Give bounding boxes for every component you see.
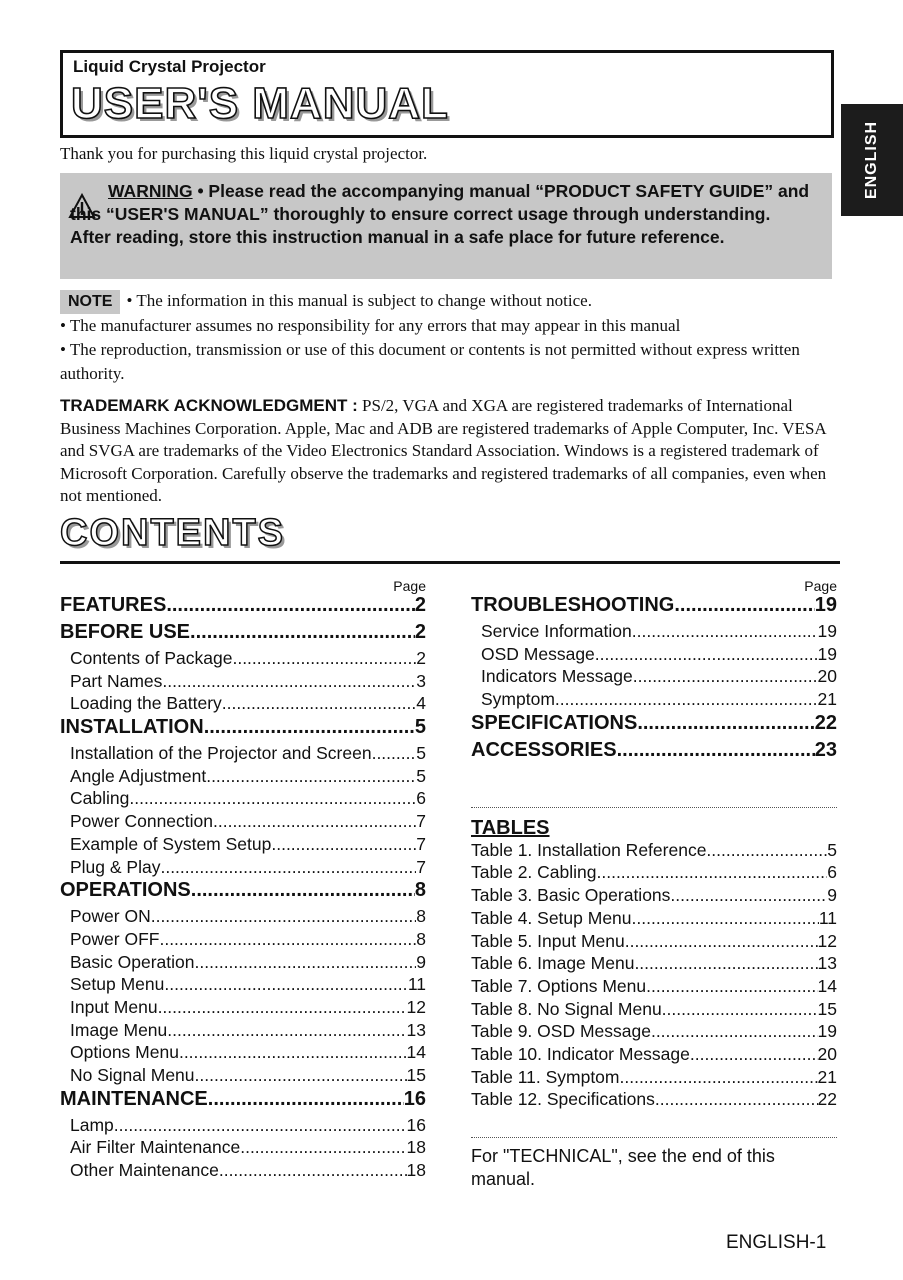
page-number: ENGLISH-1 — [726, 1232, 827, 1253]
toc-entry-label: Image Menu — [70, 1019, 168, 1040]
toc-entry[interactable] — [471, 862, 837, 885]
toc-entry-label: Lamp — [70, 1114, 114, 1135]
toc-leader-dots — [617, 739, 815, 762]
toc-entry-label: Setup Menu — [70, 974, 165, 995]
toc-right-list — [471, 594, 837, 766]
toc-leader-dots — [634, 953, 817, 974]
toc-entry[interactable] — [60, 1065, 426, 1088]
toc-leader-dots — [240, 1137, 406, 1158]
toc-entry[interactable] — [60, 716, 426, 743]
toc-leader-dots — [646, 976, 817, 997]
toc-entry[interactable] — [471, 1021, 837, 1044]
toc-entry-label: Basic Operation — [70, 951, 195, 972]
trademark-label: TRADEMARK ACKNOWLEDGMENT : — [60, 396, 358, 415]
thanks-text: Thank you for purchasing this liquid crystal projector. — [60, 144, 428, 163]
toc-entry-label: Plug & Play — [70, 856, 161, 877]
toc-entry-page: 11 — [818, 907, 837, 928]
toc-leader-dots — [213, 811, 416, 832]
toc-entry-label: Table 5. Input Menu — [471, 930, 625, 951]
toc-entry-label: SPECIFICATIONS — [471, 711, 638, 734]
toc-left-list — [60, 594, 426, 1183]
toc-leader-dots — [271, 834, 416, 855]
toc-entry-label: No Signal Menu — [70, 1065, 195, 1085]
toc-entry[interactable] — [60, 1115, 426, 1138]
toc-entry-label: Power OFF — [70, 928, 160, 949]
toc-leader-dots — [597, 862, 828, 883]
toc-entry[interactable] — [471, 689, 837, 712]
toc-entry-page: 6 — [827, 862, 837, 883]
toc-entry-page: 15 — [406, 1065, 426, 1085]
toc-entry-page: 16 — [406, 1114, 426, 1135]
toc-entry-page: 7 — [416, 811, 426, 832]
toc-entry-label: Table 7. Options Menu — [471, 975, 647, 996]
toc-entry-page: 18 — [406, 1137, 426, 1158]
toc-entry[interactable] — [471, 840, 837, 863]
manual-title: USER'S MANUAL — [71, 79, 449, 128]
toc-leader-dots — [195, 1065, 407, 1086]
toc-leader-dots — [372, 743, 417, 764]
contents-rule — [60, 561, 840, 564]
toc-entry-page: 21 — [817, 1066, 837, 1087]
toc-leader-dots — [222, 693, 416, 714]
toc-entry[interactable] — [60, 1088, 426, 1115]
toc-entry[interactable] — [60, 906, 426, 929]
toc-entry-page: 2 — [414, 621, 426, 643]
toc-leader-dots — [158, 997, 407, 1018]
note-line-2: • The manufacturer assumes no responsibility for any errors that may appear in this manual — [60, 316, 681, 335]
toc-entry-label: Table 10. Indicator Message — [471, 1043, 690, 1064]
toc-entry[interactable] — [471, 644, 837, 667]
product-subtitle: Liquid Crystal Projector — [73, 57, 266, 76]
toc-entry-page: 21 — [817, 689, 837, 710]
toc-entry[interactable] — [60, 974, 426, 997]
warning-text — [70, 180, 810, 249]
toc-entry[interactable] — [60, 1137, 426, 1160]
page-header-left: Page — [393, 578, 426, 594]
toc-entry-label: Power ON — [70, 906, 151, 927]
toc-entry-label: FEATURES — [60, 594, 167, 616]
toc-leader-dots — [232, 648, 416, 669]
toc-leader-dots — [662, 999, 818, 1020]
toc-entry-page: 4 — [416, 693, 426, 714]
toc-entry[interactable] — [60, 1020, 426, 1043]
toc-entry-page: 8 — [414, 879, 426, 902]
toc-entry[interactable] — [471, 976, 837, 999]
toc-leader-dots — [620, 1067, 818, 1088]
toc-leader-dots — [670, 885, 827, 906]
toc-entry-page: 8 — [416, 906, 426, 927]
technical-note: For "TECHNICAL", see the end of this manual. — [471, 1146, 775, 1189]
toc-entry-page: 20 — [817, 666, 837, 687]
toc-entry[interactable] — [471, 1067, 837, 1090]
toc-entry-page: 19 — [817, 643, 837, 664]
toc-entry[interactable] — [60, 621, 426, 648]
toc-entry-page: 23 — [814, 738, 837, 761]
toc-leader-dots — [167, 1020, 406, 1041]
toc-entry-label: Table 12. Specifications — [471, 1089, 655, 1110]
toc-leader-dots — [195, 952, 417, 973]
toc-leader-dots — [655, 1089, 818, 1110]
toc-entry-label: Table 2. Cabling — [471, 862, 597, 883]
toc-entry[interactable] — [60, 879, 426, 906]
toc-leader-dots — [206, 766, 416, 787]
toc-leader-dots — [129, 788, 416, 809]
toc-entry-label: Power Connection — [70, 811, 213, 832]
toc-entry-label: Table 1. Installation Reference — [471, 839, 707, 860]
toc-leader-dots — [151, 906, 417, 927]
toc-entry[interactable] — [60, 952, 426, 975]
toc-leader-dots — [114, 1115, 407, 1136]
toc-entry[interactable] — [471, 953, 837, 976]
toc-entry[interactable] — [60, 693, 426, 716]
toc-entry-page: 5 — [827, 839, 837, 860]
toc-entry[interactable] — [60, 671, 426, 694]
toc-entry-label: OSD Message — [481, 643, 595, 664]
tables-title: TABLES — [471, 816, 550, 839]
toc-leader-dots — [166, 594, 415, 617]
toc-leader-dots — [190, 621, 415, 644]
toc-entry[interactable] — [471, 885, 837, 908]
toc-entry[interactable] — [471, 712, 837, 739]
toc-entry[interactable] — [60, 743, 426, 766]
toc-entry-label: MAINTENANCE — [60, 1087, 208, 1110]
toc-entry-page: 13 — [817, 953, 837, 974]
toc-leader-dots — [690, 1044, 818, 1065]
toc-entry[interactable] — [60, 766, 426, 789]
page-header-right: Page — [804, 578, 837, 594]
toc-leader-dots — [595, 644, 818, 665]
toc-entry[interactable] — [60, 811, 426, 834]
note-badge: NOTE — [60, 290, 120, 314]
toc-entry[interactable] — [60, 1042, 426, 1065]
toc-entry[interactable] — [471, 1044, 837, 1067]
contents-title: CONTENTS — [60, 512, 285, 554]
toc-entry-label: Options Menu — [70, 1042, 179, 1063]
toc-entry-page: 3 — [416, 670, 426, 691]
toc-entry-label: Air Filter Maintenance — [70, 1137, 241, 1158]
toc-leader-dots — [204, 716, 415, 739]
toc-leader-dots — [625, 931, 818, 952]
toc-entry-page: 7 — [416, 833, 426, 854]
toc-leader-dots — [219, 1160, 407, 1181]
toc-entry-label: OPERATIONS — [60, 879, 191, 902]
toc-entry[interactable] — [471, 999, 837, 1022]
toc-entry-page: 20 — [817, 1043, 837, 1064]
toc-entry[interactable] — [471, 666, 837, 689]
toc-leader-dots — [632, 908, 819, 929]
toc-entry-page: 18 — [406, 1160, 426, 1181]
toc-entry-page: 7 — [416, 856, 426, 877]
toc-leader-dots — [162, 671, 416, 692]
separator-dots — [471, 807, 837, 809]
warning-body: • Please read the accompanying manual “PRODUCT SAFETY GUIDE” and this “USER'S MANUAL” thoroughly to ensure correct usage through understanding. After reading, store this instruction manual in a safe place for future reference. — [70, 181, 810, 247]
notes-section — [60, 289, 840, 386]
toc-entry[interactable] — [60, 997, 426, 1020]
separator-dots-2 — [471, 1137, 837, 1139]
toc-entry-label: Table 3. Basic Operations — [471, 885, 671, 906]
toc-entry-label: TROUBLESHOOTING — [471, 594, 675, 616]
toc-entry-label: Installation of the Projector and Screen — [70, 743, 372, 764]
toc-entry-page: 16 — [403, 1087, 426, 1110]
toc-entry-label: Cabling — [70, 788, 130, 809]
toc-left-column — [60, 578, 426, 1183]
toc-entry-page: 14 — [406, 1042, 426, 1063]
trademark-section — [60, 395, 835, 508]
toc-entry-page: 5 — [416, 765, 426, 786]
toc-leader-dots — [179, 1042, 407, 1063]
toc-entry-page: 12 — [817, 930, 837, 951]
toc-leader-dots — [706, 840, 827, 861]
toc-entry[interactable] — [471, 908, 837, 931]
toc-entry-page: 14 — [817, 975, 837, 996]
toc-leader-dots — [633, 666, 818, 687]
toc-entry-label: Part Names — [70, 670, 163, 691]
toc-entry[interactable] — [60, 929, 426, 952]
toc-entry-page: 9 — [827, 885, 837, 906]
language-tab — [841, 104, 903, 216]
toc-entry-label: Service Information — [481, 621, 632, 641]
note-line-3: • The reproduction, transmission or use of this document or contents is not permitted without express written authority. — [60, 340, 800, 383]
toc-entry[interactable] — [60, 594, 426, 621]
toc-entry-label: Contents of Package — [70, 648, 233, 668]
toc-entry-page: 19 — [814, 594, 837, 616]
toc-entry[interactable] — [471, 931, 837, 954]
toc-leader-dots — [637, 712, 814, 735]
toc-entry-label: INSTALLATION — [60, 716, 204, 739]
toc-entry-page: 11 — [407, 974, 426, 995]
toc-entry-page: 19 — [817, 1021, 837, 1042]
toc-entry[interactable] — [471, 594, 837, 621]
toc-entry-page: 9 — [416, 951, 426, 972]
toc-entry-page: 19 — [817, 621, 837, 641]
toc-entry[interactable] — [60, 1160, 426, 1183]
toc-entry-label: Indicators Message — [481, 666, 633, 687]
toc-entry-page: 12 — [406, 996, 426, 1017]
toc-leader-dots — [632, 621, 818, 642]
toc-entry-label: Other Maintenance — [70, 1160, 219, 1181]
toc-entry-page: 5 — [416, 743, 426, 764]
toc-entry-label: Table 9. OSD Message — [471, 1021, 651, 1042]
toc-entry-page: 2 — [414, 594, 426, 616]
toc-entry-label: Table 11. Symptom — [471, 1066, 620, 1087]
toc-entry-page: 8 — [416, 928, 426, 949]
toc-entry[interactable] — [471, 739, 837, 766]
toc-entry-label: BEFORE USE — [60, 621, 191, 643]
toc-right-column — [471, 578, 837, 1191]
note-line-1: • The information in this manual is subject to change without notice. — [126, 291, 592, 310]
toc-entry-page: 22 — [814, 711, 837, 734]
toc-entry[interactable] — [60, 834, 426, 857]
title-box — [60, 50, 834, 138]
toc-entry-label: Loading the Battery — [70, 693, 222, 714]
toc-entry-label: Table 8. No Signal Menu — [471, 998, 662, 1019]
toc-entry-page: 13 — [406, 1019, 426, 1040]
toc-entry-label: Table 4. Setup Menu — [471, 907, 632, 928]
warning-label: WARNING — [108, 181, 193, 201]
toc-entry-page: 6 — [416, 788, 426, 809]
toc-leader-dots — [159, 929, 416, 950]
toc-entry[interactable] — [471, 1089, 837, 1112]
toc-entry-label: Symptom — [481, 689, 555, 710]
toc-entry-page: 5 — [414, 716, 426, 739]
toc-entry-label: Input Menu — [70, 996, 158, 1017]
toc-entry-page: 2 — [416, 648, 426, 668]
toc-entry-label: ACCESSORIES — [471, 738, 617, 761]
toc-entry[interactable] — [60, 788, 426, 811]
toc-entry[interactable] — [471, 621, 837, 644]
language-tab-label: ENGLISH — [863, 120, 880, 200]
toc-entry[interactable] — [60, 648, 426, 671]
toc-entry[interactable] — [60, 857, 426, 880]
toc-leader-dots — [160, 857, 416, 878]
toc-leader-dots — [208, 1088, 404, 1111]
toc-leader-dots — [555, 689, 818, 710]
toc-leader-dots — [651, 1021, 818, 1042]
toc-leader-dots — [164, 974, 407, 995]
toc-entry-label: Angle Adjustment — [70, 765, 207, 786]
toc-entry-page: 15 — [817, 998, 837, 1019]
toc-entry-page: 22 — [817, 1089, 837, 1110]
warning-box — [60, 173, 832, 279]
toc-leader-dots — [674, 594, 814, 617]
tables-list — [471, 840, 837, 1112]
trademark-text: PS/2, VGA and XGA are registered trademarks of International Business Machines Corporation. Apple, Mac and ADB are registered trademarks of Apple Computer, Inc. VESA and SVGA are trademarks of the Video Electronics Standard Association. Windows is a registered trademark of Microsoft Corporation. Carefully observe the trademarks and registered trademarks of all companies, even when not mentioned. — [60, 396, 827, 505]
toc-leader-dots — [191, 879, 415, 902]
toc-entry-label: Table 6. Image Menu — [471, 953, 635, 974]
toc-entry-label: Example of System Setup — [70, 833, 272, 854]
